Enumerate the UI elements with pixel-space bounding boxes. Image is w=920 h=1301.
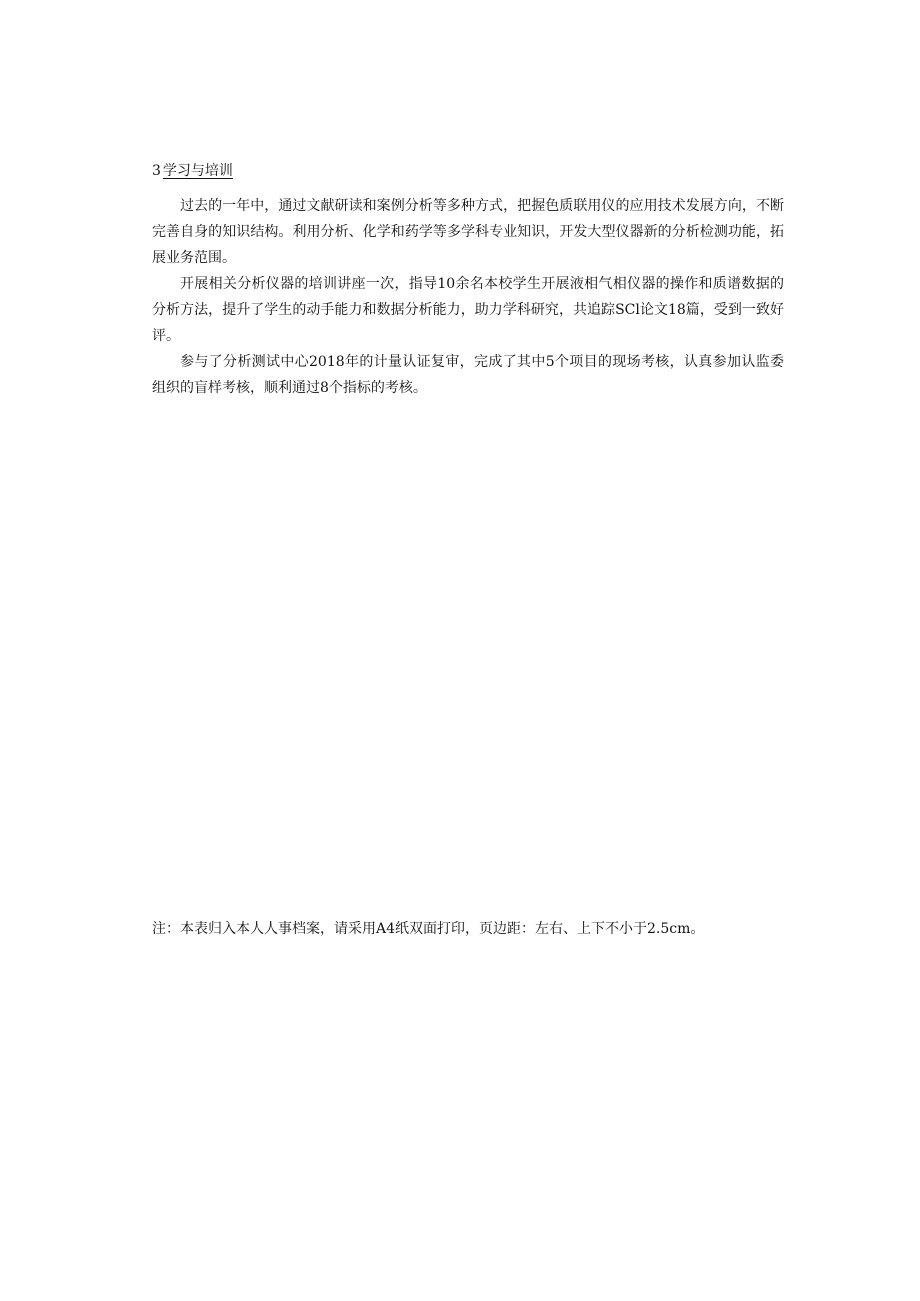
section-number: 3	[152, 163, 161, 179]
paragraph-2: 开展相关分析仪器的培训讲座一次，指导10余名本校学生开展液相气相仪器的操作和质谱数据的分析方法，提升了学生的动手能力和数据分析能力，助力学科研究，共追踪SCl论文18篇，受到一致好评。	[152, 276, 784, 344]
section-title: 学习与培训	[162, 163, 233, 179]
section-learning-training	[152, 160, 784, 401]
footer-note: 注：本表归入本人人事档案，请采用A4纸双面打印，页边距：左右、上下不小于2.5cm。	[152, 921, 705, 937]
paragraph-1: 过去的一年中，通过文献研读和案例分析等多种方式，把握色质联用仪的应用技术发展方向，不断完善自身的知识结构。利用分析、化学和药学等多学科专业知识，开发大型仪器新的分析检测功能，拓展业务范围。	[152, 198, 784, 266]
paragraph-3: 参与了分析测试中心2018年的计量认证复审，完成了其中5个项目的现场考核，认真参加认监委组织的盲样考核，顺利通过8个指标的考核。	[152, 354, 784, 396]
section-heading	[152, 160, 784, 182]
